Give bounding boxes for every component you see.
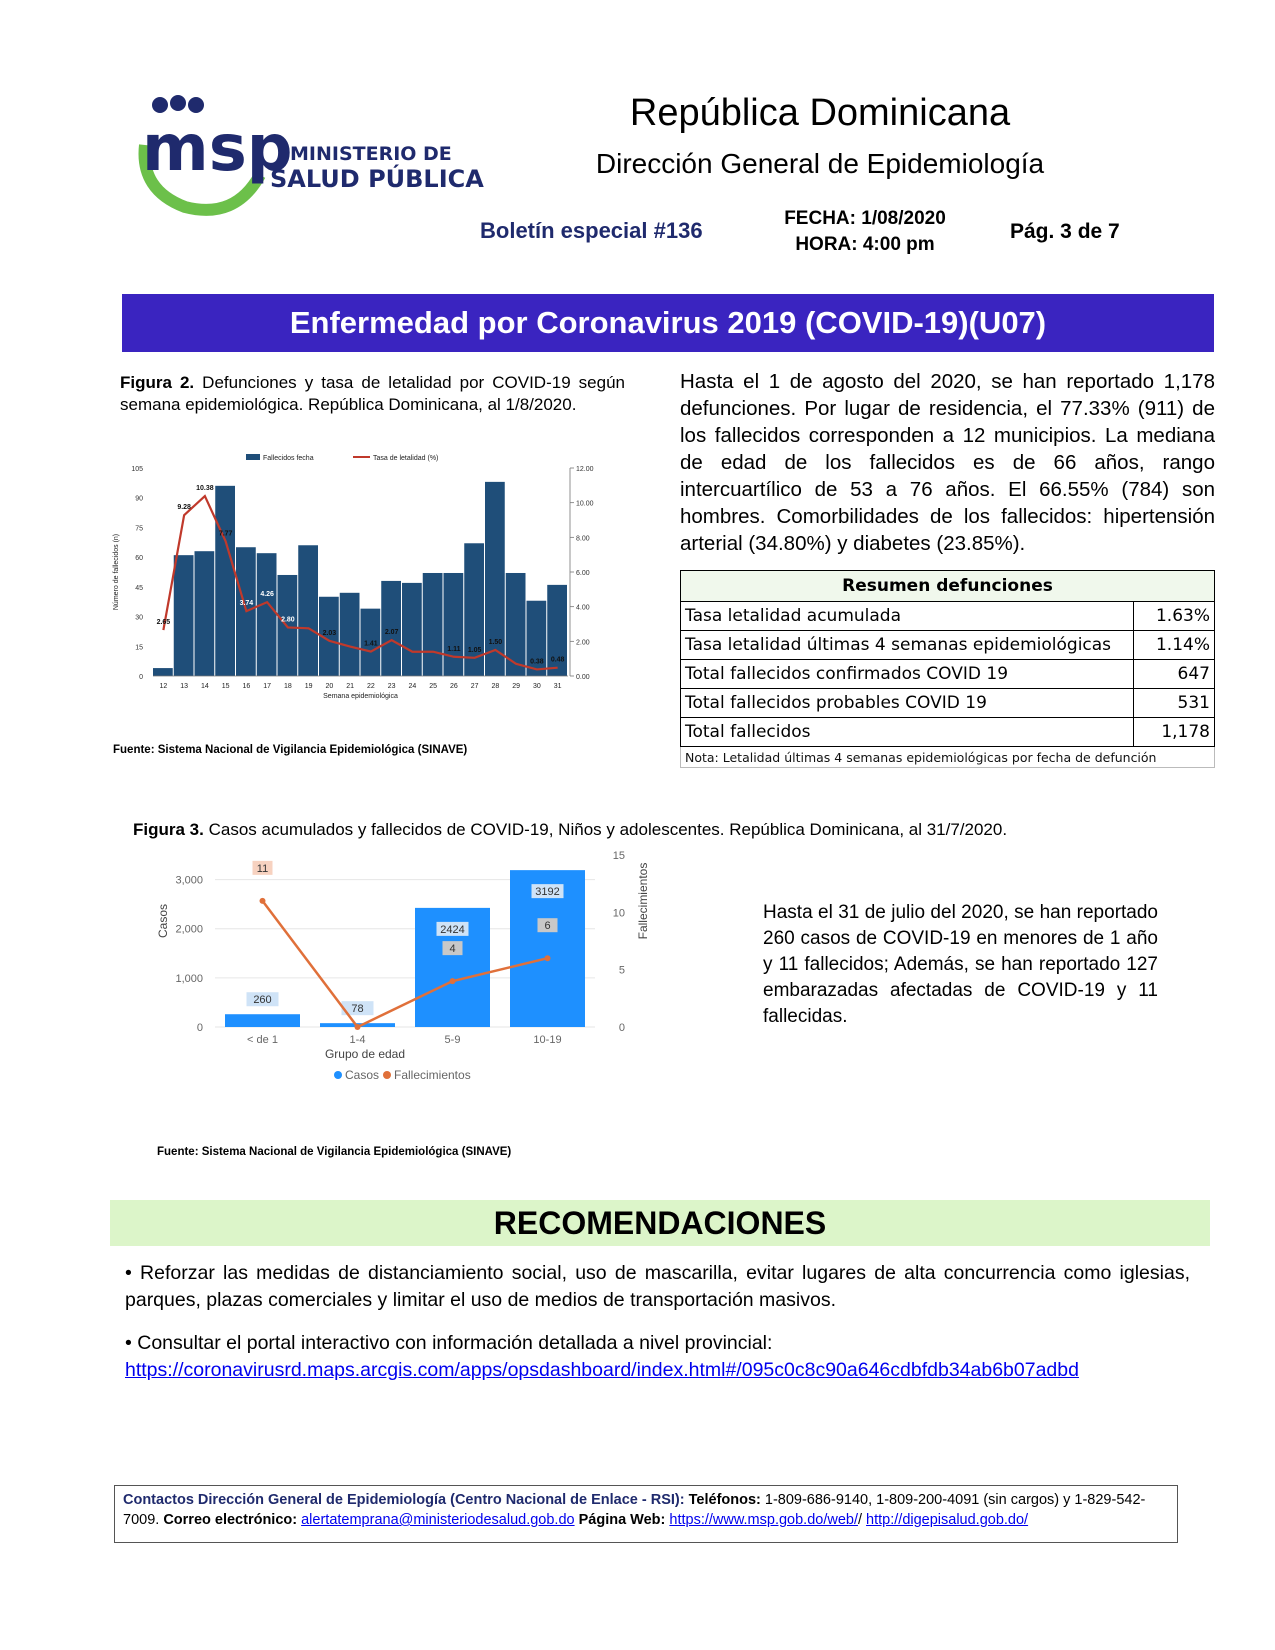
msp-logo [140,95,484,225]
data-label: 2424 [440,923,465,936]
y-tick-label: 75 [135,525,143,533]
y-tick-label: 0 [196,1022,203,1034]
page-number: Pág. 3 de 7 [1010,220,1120,243]
data-label: 0.38 [530,658,544,666]
line-point [260,898,266,904]
row-value: 1.14% [1134,631,1215,660]
table-row [681,631,1215,660]
data-label: 1.11 [447,645,461,653]
y2-tick-label: 10 [612,907,625,920]
x-tick-label: 14 [200,683,209,690]
y2-tick-label: 0.00 [576,674,590,681]
y2-tick-label: 6.00 [576,570,590,577]
x-tick-label: 26 [449,683,458,690]
x-tick-label: 16 [242,683,251,690]
x-tick-label: 24 [408,683,417,690]
recomendacion-text-1: Reforzar las medidas de distanciamiento social, uso de mascarilla, evitar lugares de alta concurrencia como iglesias, parques, plazas comerciales y limitar el uso de medios de transportación masivos. [125,1262,1190,1311]
summary-note: Nota: Letalidad últimas 4 semanas epidemiológicas por fecha de defunción [681,747,1215,768]
x-tick-label: 15 [221,683,230,690]
y2-tick-label: 4.00 [576,604,590,612]
row-label: Total fallecidos probables COVID 19 [681,689,1134,718]
x-tick-label: 29 [512,683,521,690]
ninos-paragraph: Hasta el 31 de julio del 2020, se han reportado 260 casos de COVID-19 en menores de 1 año y 11 fallecidos; Además, se han reportado 127 embarazadas afectadas de COVID-19 y 11 fallecidas. [763,902,1158,1027]
row-value: 1.63% [1134,602,1215,631]
data-label: 10.38 [196,485,214,493]
bar [298,545,318,676]
figure2-chart [108,455,628,740]
country-title: República Dominicana [629,92,1011,134]
data-label: 2.80 [281,616,295,624]
x-tick-label: 27 [470,683,479,690]
y-tick-label: 15 [135,644,143,652]
legend-label: Tasa de letalidad (%) [373,455,439,462]
data-label: 4.26 [260,591,274,599]
x-tick-label: 13 [180,683,189,690]
x-tick-label: 23 [387,683,396,690]
y-tick-label: 60 [135,555,143,563]
figure2-caption-text: Defunciones y tasa de letalidad por COVID-19 según semana epidemiológica. República Dominicana, al 1/8/2020. [120,373,625,414]
data-label: 4 [449,943,456,956]
logo-msp-text: msp [142,112,293,186]
y2-tick-label: 0 [618,1022,625,1034]
footer-contacts [114,1485,1178,1543]
y-tick-label: 90 [135,495,143,503]
contacts-label: Contactos Dirección General de Epidemiología (Centro Nacional de Enlace - RSI): [123,1492,685,1508]
x-tick-label: 25 [429,683,438,690]
logo-line1: MINISTERIO DE [290,143,452,165]
figure3-label: Figura 3. [133,820,204,839]
email-link[interactable]: alertatemprana@ministeriodesalud.gob.do [301,1512,575,1528]
data-label: 2.03 [322,629,337,637]
recomendacion-text-2: Consultar el portal interactivo con información detallada a nivel provincial: [137,1332,773,1354]
hora: HORA: 4:00 pm [795,234,935,255]
recomendacion-item-2 [125,1330,1190,1384]
bar [257,553,277,676]
bar [225,1014,300,1027]
data-label: 2.07 [384,629,399,637]
fecha-hora [770,206,960,258]
y-tick-label: 45 [135,584,143,592]
row-value: 1,178 [1134,718,1215,747]
recomendacion-item-1 [125,1260,1190,1314]
y-tick-label: 30 [135,614,143,622]
bar [485,482,505,676]
summary-title: Resumen defunciones [681,571,1215,602]
figure2-source: Fuente: Sistema Nacional de Vigilancia Epidemiológica (SINAVE) [113,744,468,756]
defunciones-paragraph: Hasta el 1 de agosto del 2020, se han reportado 1,178 defunciones. Por lugar de residencia, el 77.33% (911) de los fallecidos corresponden a 12 municipios. La mediana de edad de los fallecidos es de 66 años, rango intercuartílico de 53 a 76 años. El 66.55% (784) son hombres. Comorbilidades de los fallecidos: hipertensión arterial (34.80%) y diabetes (23.85%). [680,370,1215,555]
email-label: Correo electrónico: [163,1512,298,1528]
y-axis-title: Número de fallecidos (n) [113,533,120,611]
bar [444,573,464,676]
figure3-caption-text: Casos acumulados y fallecidos de COVID-19, Niños y adolescentes. República Dominicana, al 31/7/2020. [203,820,1008,839]
row-label: Tasa letalidad últimas 4 semanas epidemiológicas [681,631,1134,660]
y-tick-label: 105 [131,466,143,473]
bar [195,551,215,676]
x-tick-label: 17 [263,683,272,690]
data-label: 9.28 [177,504,191,512]
x-axis-title: Grupo de edad [324,1047,406,1061]
row-label: Total fallecidos confirmados COVID 19 [681,660,1134,689]
x-tick-label: 30 [532,683,541,690]
table-row [681,660,1215,689]
dashboard-link[interactable]: https://coronavirusrd.maps.arcgis.com/apps/opsdashboard/index.html#/095c0c8c90a646cdbfdb34ab6b07adbd [125,1359,1079,1381]
y2-tick-label: 15 [612,850,625,862]
figure2-caption [120,372,625,416]
summary-table [680,570,1215,768]
data-label: 1.05 [467,646,482,654]
bar [153,668,173,676]
bar [402,583,422,676]
row-label: Tasa letalidad acumulada [681,602,1134,631]
web-label: Página Web: [578,1512,666,1528]
x-tick-label: 21 [346,683,355,690]
legend-swatch [334,1071,342,1079]
legend-label: Fallecidos fecha [263,455,314,462]
y-tick-label: 0 [139,674,143,681]
data-label: 0.48 [550,656,565,664]
phones-label: Teléfonos: [688,1492,761,1508]
x-tick-label: < de 1 [247,1034,278,1046]
figure2-label: Figura 2. [120,373,195,392]
y2-axis-title: Fallecimientos [636,862,650,940]
figure3-source: Fuente: Sistema Nacional de Vigilancia Epidemiológica (SINAVE) [157,1146,512,1158]
legend-label: Casos [345,1068,380,1082]
data-label: 260 [253,994,272,1007]
logo-line2: SALUD PÚBLICA [270,165,484,193]
y2-tick-label: 12.00 [576,466,594,473]
y2-tick-label: 10.00 [576,500,594,508]
data-label: 3.74 [239,600,254,608]
data-label: 7.77 [218,530,233,538]
row-value: 647 [1134,660,1215,689]
data-label: 1.41 [364,640,378,648]
boletin-number: Boletín especial #136 [480,218,703,243]
msp-logo-graphic [140,95,484,225]
x-tick-label: 31 [553,683,562,690]
bullet: • [125,1332,132,1354]
line-point [450,978,456,984]
x-tick-label: 19 [304,683,313,690]
bar [423,573,443,676]
data-label: 1.50 [488,639,503,646]
y2-tick-label: 5 [618,964,625,977]
direccion-title: Dirección General de Epidemiología [595,148,1045,179]
bar [174,555,194,676]
y2-tick-label: 2.00 [576,639,590,647]
table-row [681,718,1215,747]
figure3-caption [133,820,1007,840]
x-tick-label: 28 [491,683,500,690]
bar [215,486,235,676]
y2-tick-label: 8.00 [576,535,590,543]
x-tick-label: 1-4 [349,1034,366,1046]
web-link-2[interactable]: http://digepisalud.gob.do/ [866,1512,1029,1528]
line-point [545,955,551,961]
row-value: 531 [1134,689,1215,718]
fecha: FECHA: 1/08/2020 [784,208,946,229]
x-tick-label: 12 [159,683,168,690]
legend-swatch [383,1071,391,1079]
bar [506,573,526,676]
legend-swatch [246,454,260,460]
x-tick-label: 5-9 [444,1034,461,1046]
table-row [681,602,1215,631]
figure3-chart [155,850,695,1140]
x-tick-label: 20 [325,683,334,690]
web-link-1[interactable]: https://www.msp.gob.do/web/ [669,1512,858,1528]
table-row [681,689,1215,718]
y-tick-label: 2,000 [175,923,203,936]
bullet: • [125,1262,132,1284]
x-tick-label: 22 [366,683,375,690]
phones: 1-809-686-9140, 1-809-200-4091 (sin cargos) y 1-829-542-7009. [123,1492,1146,1528]
data-label: 2.65 [156,619,171,627]
y-axis-title: Casos [156,903,170,939]
row-label: Total fallecidos [681,718,1134,747]
data-label: 6 [544,920,551,933]
section-banner: Enfermedad por Coronavirus 2019 (COVID-19)(U07) [122,294,1214,352]
legend-label: Fallecimientos [394,1068,471,1082]
y-tick-label: 1,000 [175,972,203,985]
data-label: 3192 [535,886,560,899]
line-point [355,1024,361,1030]
x-tick-label: 10-19 [533,1034,562,1046]
data-label: 11 [256,862,269,875]
x-axis-title: Semana epidemiológica [323,693,398,700]
y-tick-label: 3,000 [175,874,203,887]
x-tick-label: 18 [283,683,292,690]
bar [340,593,360,676]
link-separator: / [857,1512,863,1528]
recomendaciones-title: RECOMENDACIONES [110,1200,1210,1246]
data-label: 78 [351,1003,364,1016]
series-line [263,901,551,1027]
